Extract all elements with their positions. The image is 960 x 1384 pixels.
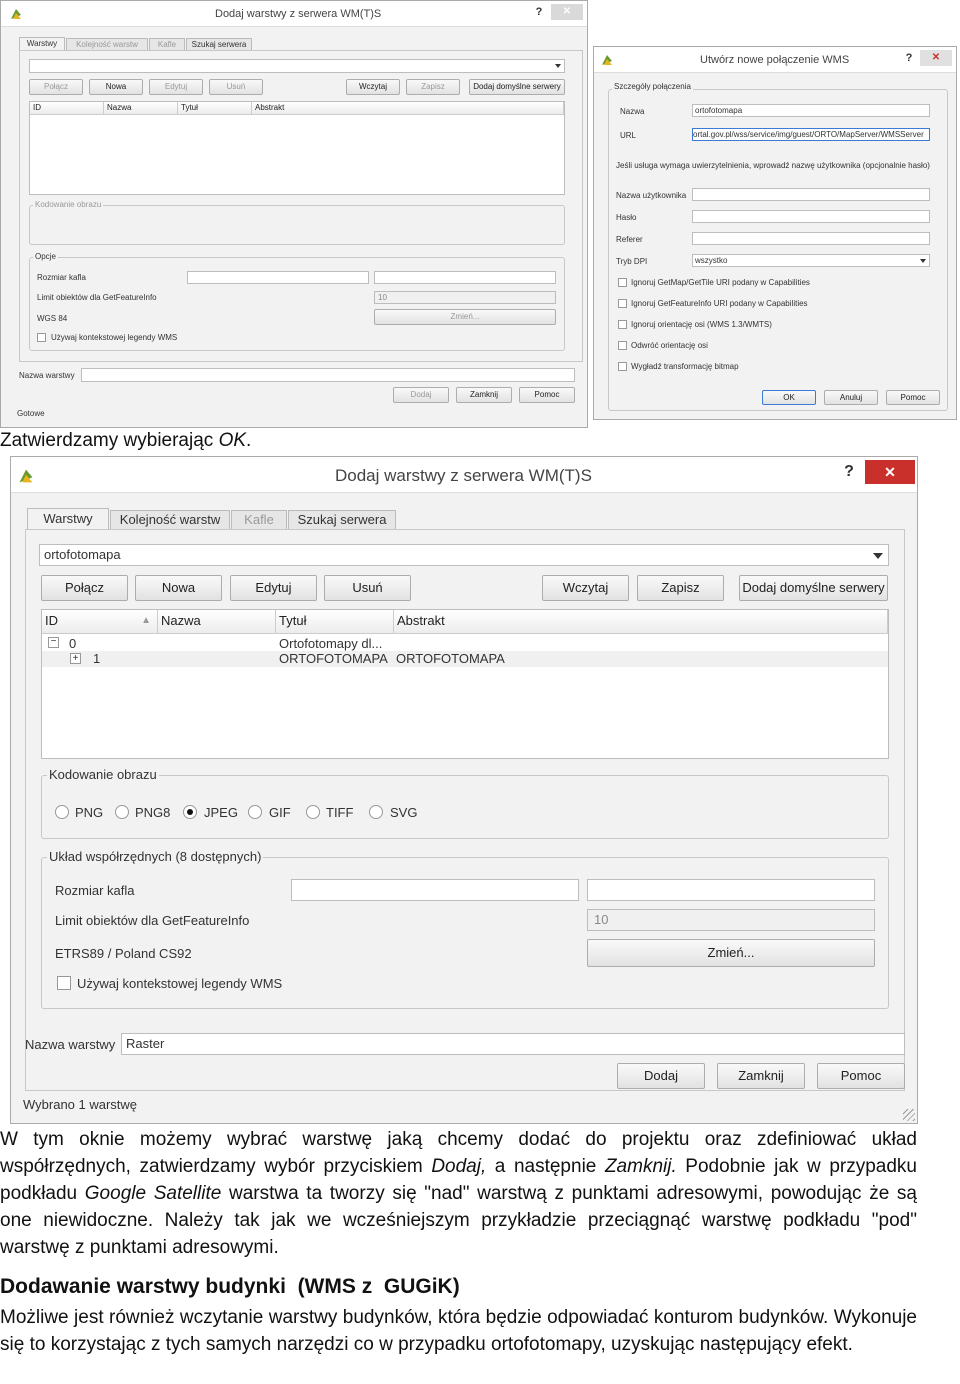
caption-confirm-period: . xyxy=(246,430,252,451)
col-abstract[interactable]: Abstrakt xyxy=(394,610,888,634)
paragraph-text: W tym oknie możemy wybrać warstwę jaką chcemy dodać do projektu oraz zdefiniować układ współrzędnych, zatwierdzamy wybór przyciskiem xyxy=(0,1129,917,1177)
change-crs-button[interactable]: Zmień... xyxy=(587,939,875,967)
wms-connection-dialog xyxy=(593,46,957,420)
wms-referer-label: Referer xyxy=(616,235,643,244)
small-connect-button[interactable]: Połącz xyxy=(29,79,83,95)
wms-ignore-getmap-label: Ignoruj GetMap/GetTile URI podany w Capabilities xyxy=(631,278,810,287)
small-close-button[interactable]: Zamknij xyxy=(456,387,512,403)
wms-ignore-axis-label: Ignoruj orientację osi (WMS 1.3/WMTS) xyxy=(631,320,772,329)
format-tiff-label: TIFF xyxy=(326,805,354,820)
save-connections-button[interactable]: Zapisz xyxy=(637,575,724,601)
wms-dialog-titlebar xyxy=(594,47,956,73)
feature-limit-input[interactable]: 10 xyxy=(587,909,875,931)
format-gif-label: GIF xyxy=(269,805,291,820)
paragraph-emphasis: Dodaj, xyxy=(431,1156,487,1177)
wms-user-label: Nazwa użytkownika xyxy=(616,191,687,200)
qgis-logo-icon xyxy=(17,467,35,485)
small-tile-width-input[interactable] xyxy=(187,271,369,284)
format-png-label: PNG xyxy=(75,805,104,820)
small-add-button[interactable]: Dodaj xyxy=(393,387,449,403)
wms-connection-details-legend: Szczegóły połączenia xyxy=(614,82,691,91)
context-legend-label: Używaj kontekstowej legendy WMS xyxy=(77,976,283,991)
image-encoding-legend: Kodowanie obrazu xyxy=(49,767,157,782)
paragraph-emphasis: Zamknij. xyxy=(604,1156,677,1177)
format-png8-label: PNG8 xyxy=(135,805,171,820)
delete-connection-button[interactable]: Usuń xyxy=(324,575,411,601)
paragraph-text: Podobnie jak w przypadku podkładu xyxy=(0,1156,917,1204)
wms-user-input[interactable] xyxy=(692,188,930,201)
layer-name-label: Nazwa warstwy xyxy=(25,1037,116,1052)
sort-ascending-icon: ▲ xyxy=(141,615,151,626)
small-save-button[interactable]: Zapisz xyxy=(406,79,460,95)
connect-button[interactable]: Połącz xyxy=(41,575,128,601)
tile-size-label: Rozmiar kafla xyxy=(55,883,135,898)
small-image-encoding-group xyxy=(29,205,565,245)
chevron-down-icon xyxy=(555,64,561,68)
wms-ignore-getfeatureinfo-label: Ignoruj GetFeatureInfo URI podany w Capabilities xyxy=(631,299,808,308)
small-new-button[interactable]: Nowa xyxy=(89,79,143,95)
connection-select[interactable]: ortofotomapa xyxy=(39,544,889,566)
small-col-name[interactable]: Nazwa xyxy=(104,102,178,115)
col-title[interactable]: Tytuł xyxy=(276,610,394,634)
small-dialog-help-button[interactable]: ? xyxy=(535,6,543,18)
add-button[interactable]: Dodaj xyxy=(617,1063,705,1089)
small-crs-label: WGS 84 xyxy=(37,314,68,323)
main-dialog-help-button[interactable]: ? xyxy=(844,463,854,480)
tab-layer-order[interactable]: Kolejność warstw xyxy=(110,510,230,530)
wms-invert-axis-checkbox[interactable] xyxy=(618,341,627,350)
col-id[interactable] xyxy=(42,610,158,634)
wms-auth-note: Jeśli usługa wymaga uwierzytelnienia, wprowadź nazwę użytkownika (opcjonalnie hasło) xyxy=(616,161,930,170)
wms-cancel-button[interactable]: Anuluj xyxy=(824,390,878,405)
section-heading-buildings: Dodawanie warstwy budynki (WMS z GUGiK) xyxy=(0,1275,460,1298)
wms-password-label: Hasło xyxy=(616,213,637,222)
format-svg-radio[interactable] xyxy=(369,805,383,819)
collapse-icon[interactable]: − xyxy=(48,637,59,648)
wms-invert-axis-label: Odwróć orientację osi xyxy=(631,341,708,350)
small-tab-layer-order[interactable]: Kolejność warstw xyxy=(66,38,148,51)
wms-dpi-select[interactable]: wszystko xyxy=(692,254,930,267)
qgis-logo-icon xyxy=(600,53,614,67)
small-tile-height-input[interactable] xyxy=(374,271,556,284)
tile-width-input[interactable] xyxy=(291,879,579,901)
main-add-layers-dialog xyxy=(10,456,918,1124)
wms-ignore-getfeatureinfo-checkbox[interactable] xyxy=(618,299,627,308)
row-abstract: ORTOFOTOMAPA xyxy=(396,651,505,666)
small-add-layers-dialog xyxy=(0,0,588,428)
small-dialog-close-button[interactable]: ✕ xyxy=(551,4,583,20)
small-dialog-title: Dodaj warstwy z serwera WM(T)S xyxy=(215,8,382,20)
wms-ignore-getmap-checkbox[interactable] xyxy=(618,278,627,287)
wms-smooth-label: Wygładź transformację bitmap xyxy=(631,362,739,371)
wms-name-label: Nazwa xyxy=(620,107,645,116)
paragraph-buildings: Możliwe jest również wczytanie warstwy budynków, która będzie odpowiadać konturom budynków. Wykonuje się to korzystając z tych samych narzędzi co w przypadku ortofotomapy, uzyskując następujący efekt. xyxy=(0,1307,917,1355)
format-gif-radio[interactable] xyxy=(248,805,262,819)
small-edit-button[interactable]: Edytuj xyxy=(149,79,203,95)
format-jpeg-label: JPEG xyxy=(204,805,238,820)
col-id-label: ID xyxy=(45,613,58,628)
small-load-button[interactable]: Wczytaj xyxy=(346,79,400,95)
row-title: Ortofotomapy dl... xyxy=(279,636,383,651)
small-status-text: Gotowe xyxy=(17,409,45,418)
feature-limit-label: Limit obiektów dla GetFeatureInfo xyxy=(55,913,250,928)
small-change-crs-button[interactable]: Zmień... xyxy=(374,309,556,325)
small-feature-limit-label: Limit obiektów dla GetFeatureInfo xyxy=(37,293,157,302)
wms-url-input[interactable]: ortal.gov.pl/wss/service/img/guest/ORTO/MapServer/WMSServer xyxy=(692,128,930,141)
paragraph-layer-selection xyxy=(0,1126,917,1261)
format-png8-radio[interactable] xyxy=(115,805,129,819)
caption-confirm-ok-emphasis: OK xyxy=(218,430,247,451)
wms-name-input[interactable]: ortofotomapa xyxy=(692,104,930,117)
col-name[interactable]: Nazwa xyxy=(158,610,276,634)
small-layer-name-input[interactable] xyxy=(81,368,575,382)
wms-dialog-close-button[interactable]: ✕ xyxy=(920,50,952,66)
chevron-down-icon xyxy=(873,553,883,559)
help-button[interactable]: Pomoc xyxy=(817,1063,905,1089)
small-connection-select[interactable] xyxy=(29,59,565,73)
tab-layers[interactable]: Warstwy xyxy=(27,508,109,530)
paragraph-text: warstwa ta tworzy się "nad" warstwą z punktami adresowymi, powodując że są one niewidoczne. Należy tak jak we wcześniejszym przykładzie przeciągnąć warstwę podkładu "pod" warstwę z punktami adresowymi. xyxy=(0,1183,917,1258)
wms-referer-input[interactable] xyxy=(692,232,930,245)
table-row[interactable] xyxy=(42,636,888,652)
format-tiff-radio[interactable] xyxy=(306,805,320,819)
small-tab-layers[interactable]: Warstwy xyxy=(19,37,65,51)
row-id: 0 xyxy=(69,636,77,651)
small-col-id[interactable]: ID xyxy=(30,102,104,115)
small-tab-search-server[interactable]: Szukaj serwera xyxy=(186,38,252,51)
tab-tiles[interactable]: Kafle xyxy=(231,510,287,530)
resize-grip-icon[interactable] xyxy=(903,1109,915,1121)
small-col-abstract[interactable]: Abstrakt xyxy=(252,102,564,115)
tab-search-server[interactable]: Szukaj serwera xyxy=(288,510,396,530)
load-connections-button[interactable]: Wczytaj xyxy=(542,575,629,601)
wms-dpi-label: Tryb DPI xyxy=(616,257,648,266)
chevron-down-icon xyxy=(920,259,926,263)
paragraph-text: a następnie xyxy=(486,1156,605,1177)
wms-smooth-checkbox[interactable] xyxy=(618,362,627,371)
wms-ok-button[interactable]: OK xyxy=(762,390,816,405)
edit-connection-button[interactable]: Edytuj xyxy=(230,575,317,601)
paragraph-emphasis: Google Satellite xyxy=(84,1183,222,1204)
layer-name-input[interactable]: Raster xyxy=(121,1033,905,1055)
main-dialog-title: Dodaj warstwy z serwera WM(T)S xyxy=(335,466,592,485)
format-svg-label: SVG xyxy=(390,805,418,820)
new-connection-button[interactable]: Nowa xyxy=(135,575,222,601)
row-title: ORTOFOTOMAPA xyxy=(279,651,388,666)
context-legend-checkbox[interactable] xyxy=(57,976,71,990)
tile-height-input[interactable] xyxy=(587,879,875,901)
status-text: Wybrano 1 warstwę xyxy=(23,1097,138,1112)
small-layer-name-label: Nazwa warstwy xyxy=(19,371,75,380)
row-id: 1 xyxy=(93,651,101,666)
small-add-default-servers-button[interactable]: Dodaj domyślne serwery xyxy=(469,79,565,95)
caption-confirm-ok xyxy=(0,428,251,454)
small-col-title[interactable]: Tytuł xyxy=(178,102,252,115)
format-png-radio[interactable] xyxy=(55,805,69,819)
crs-name-label: ETRS89 / Poland CS92 xyxy=(55,946,192,961)
small-delete-button[interactable]: Usuń xyxy=(209,79,263,95)
wms-ignore-axis-checkbox[interactable] xyxy=(618,320,627,329)
expand-icon[interactable]: + xyxy=(70,653,81,664)
wms-url-label: URL xyxy=(620,131,637,140)
wms-password-input[interactable] xyxy=(692,210,930,223)
small-layers-table[interactable] xyxy=(29,101,565,195)
small-tab-tiles[interactable]: Kafle xyxy=(149,38,185,51)
caption-confirm-text: Zatwierdzamy wybierając xyxy=(0,430,219,451)
main-dialog-titlebar xyxy=(11,457,917,493)
wms-dialog-help-button[interactable]: ? xyxy=(905,52,913,64)
main-dialog-close-button[interactable]: ✕ xyxy=(865,460,915,484)
small-dialog-titlebar xyxy=(1,1,587,27)
small-image-encoding-legend: Kodowanie obrazu xyxy=(35,200,102,209)
small-options-legend: Opcje xyxy=(35,252,56,261)
table-row[interactable] xyxy=(42,651,888,667)
small-feature-limit-input[interactable]: 10 xyxy=(374,291,556,304)
add-default-servers-button[interactable]: Dodaj domyślne serwery xyxy=(739,575,888,601)
small-tile-size-label: Rozmiar kafla xyxy=(37,273,86,282)
small-legend-checkbox-label: Używaj kontekstowej legendy WMS xyxy=(51,333,178,342)
crs-legend: Układ współrzędnych (8 dostępnych) xyxy=(49,849,262,864)
qgis-logo-icon xyxy=(9,7,23,21)
wms-help-button[interactable]: Pomoc xyxy=(886,390,940,405)
format-jpeg-radio[interactable] xyxy=(183,805,197,819)
small-legend-checkbox[interactable] xyxy=(37,333,46,342)
wms-dialog-title: Utwórz nowe połączenie WMS xyxy=(700,54,850,66)
small-help-button[interactable]: Pomoc xyxy=(519,387,575,403)
close-button[interactable]: Zamknij xyxy=(717,1063,805,1089)
